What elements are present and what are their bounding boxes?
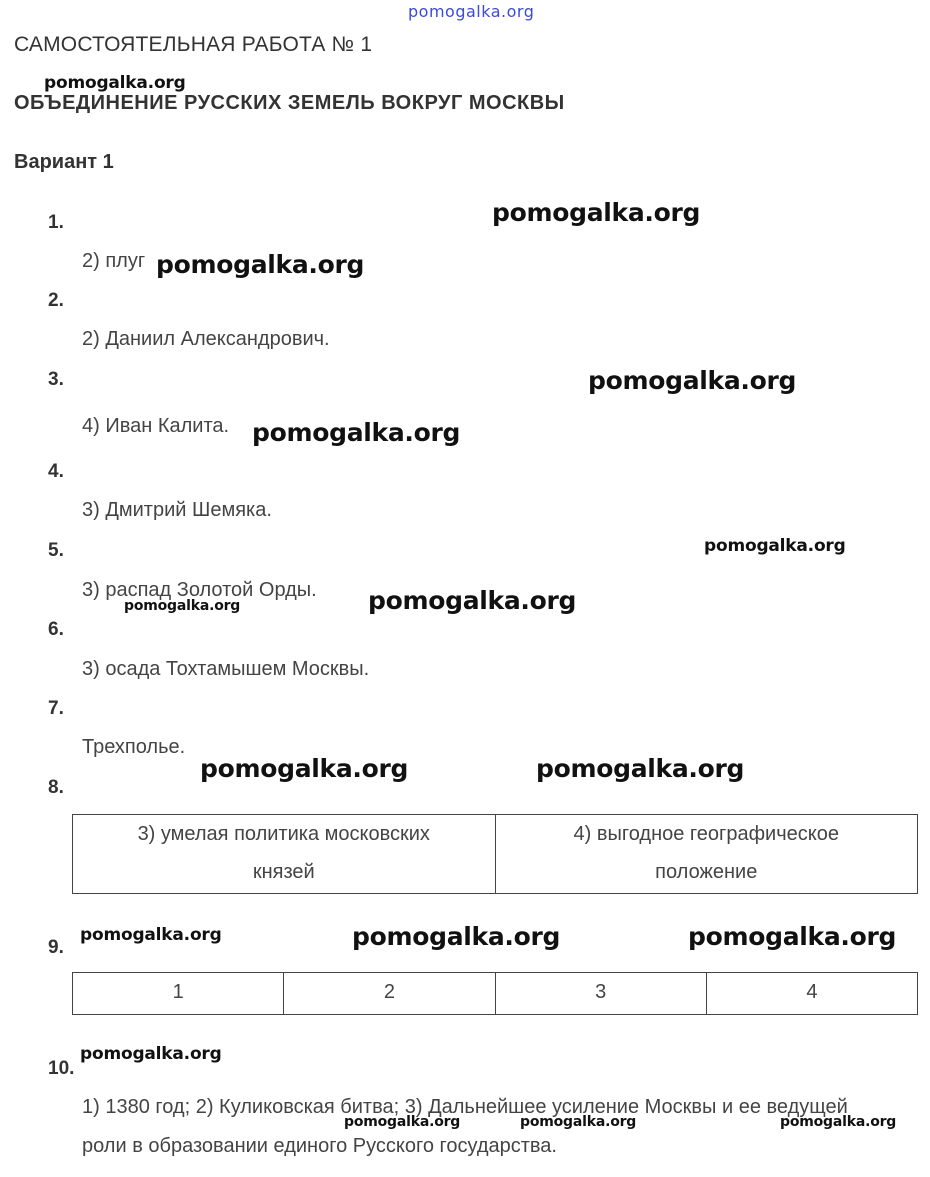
watermark: pomogalka.org [124, 598, 241, 614]
answer-text: 2) Даниил Александрович. [82, 328, 330, 350]
question-number: 5. [48, 540, 64, 561]
watermark: pomogalka.org [704, 536, 846, 556]
watermark: pomogalka.org [492, 198, 701, 227]
watermark: pomogalka.org [688, 922, 897, 951]
question-number: 7. [48, 698, 64, 719]
question-number: 8. [48, 777, 64, 798]
answer-text: 4) Иван Калита. [82, 415, 230, 437]
answer-table-8 [72, 814, 918, 894]
cell-line: князей [252, 861, 315, 883]
answer-text: 2) плуг [82, 250, 146, 272]
watermark-top: pomogalka.org [408, 2, 535, 21]
cell-line: 4) выгодное географическое [573, 823, 839, 845]
watermark: pomogalka.org [156, 250, 365, 279]
watermark: pomogalka.org [536, 754, 745, 783]
answer-text: Трехполье. [82, 736, 186, 758]
table-cell: 4 [706, 973, 917, 1015]
watermark: pomogalka.org [368, 586, 577, 615]
question-number: 6. [48, 619, 64, 640]
answer-text: 3) Дмитрий Шемяка. [82, 499, 272, 521]
table-cell [495, 815, 918, 894]
question-number: 1. [48, 212, 64, 233]
question-number: 3. [48, 369, 64, 390]
watermark: pomogalka.org [520, 1114, 637, 1130]
table-cell: 2 [284, 973, 495, 1015]
answer-text: 3) распад Золотой Орды. [82, 579, 317, 601]
variant-label: Вариант 1 [14, 151, 114, 173]
watermark: pomogalka.org [588, 366, 797, 395]
cell-line: положение [655, 861, 758, 883]
page-title: ОБЪЕДИНЕНИЕ РУССКИХ ЗЕМЕЛЬ ВОКРУГ МОСКВЫ [14, 92, 565, 114]
watermark: pomogalka.org [780, 1114, 897, 1130]
watermark: pomogalka.org [80, 925, 222, 945]
table-cell: 1 [73, 973, 284, 1015]
question-number: 2. [48, 290, 64, 311]
question-number: 4. [48, 461, 64, 482]
watermark: pomogalka.org [200, 754, 409, 783]
watermark: pomogalka.org [344, 1114, 461, 1130]
watermark: pomogalka.org [44, 73, 186, 93]
answer-text: 3) осада Тохтамышем Москвы. [82, 658, 370, 680]
table-cell: 3 [495, 973, 706, 1015]
question-number: 10. [48, 1058, 75, 1079]
question-number: 9. [48, 937, 64, 958]
watermark: pomogalka.org [252, 418, 461, 447]
answer-table-9 [72, 972, 918, 1015]
answer-paragraph: 1) 1380 год; 2) Куликовская битва; 3) Дальнейшее усиление Москвы и ее ведущей роли в образовании единого Русского государства. [82, 1096, 848, 1157]
table-cell [73, 815, 496, 894]
watermark: pomogalka.org [80, 1044, 222, 1064]
cell-line: 3) умелая политика московских [137, 823, 430, 845]
watermark: pomogalka.org [352, 922, 561, 951]
work-label: САМОСТОЯТЕЛЬНАЯ РАБОТА № 1 [14, 33, 373, 56]
